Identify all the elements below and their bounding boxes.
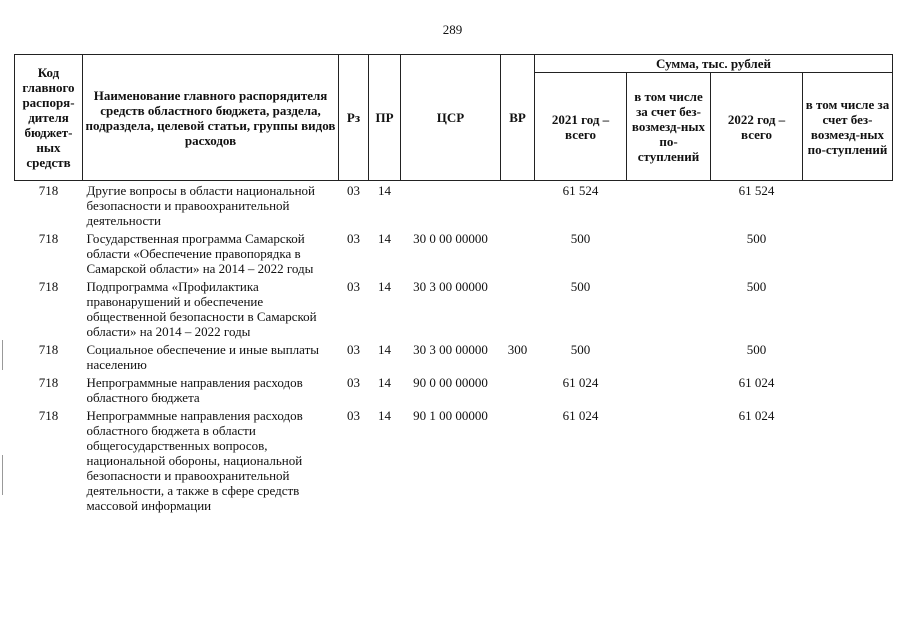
cell-vr [501, 375, 535, 408]
header-name: Наименование главного распорядителя средств областного бюджета, раздела, подраздела, целевой статьи, группы видов расходов [83, 55, 339, 181]
cell-name: Непрограммные направления расходов областного бюджета [86, 375, 303, 405]
cell-pr: 14 [378, 231, 391, 246]
header-2022-free: в том числе за счет без-возмезд-ных по-ступлений [803, 73, 893, 181]
cell-code: 718 [38, 279, 59, 294]
header-code: Код главного распоря-дителя бюджет-ных средств [15, 55, 83, 181]
cell-2022-free [803, 375, 893, 408]
table-row [15, 231, 893, 279]
table-row [15, 279, 893, 342]
cell-code: 718 [38, 342, 59, 357]
header-csr: ЦСР [401, 55, 501, 181]
table-row [15, 375, 893, 408]
cell-vr [501, 231, 535, 279]
table-header [15, 55, 893, 181]
cell-rz: 03 [347, 342, 360, 357]
table-row [15, 181, 893, 232]
cell-pr: 14 [378, 183, 391, 198]
header-rz: Рз [339, 55, 369, 181]
cell-rz: 03 [347, 408, 360, 423]
cell-2022-free [803, 408, 893, 516]
scan-edge-mark [2, 340, 3, 370]
cell-rz: 03 [347, 279, 360, 294]
cell-2021-total: 500 [570, 342, 591, 357]
cell-2021-total: 61 524 [562, 183, 599, 198]
cell-2022-total: 500 [746, 279, 767, 294]
cell-code: 718 [38, 231, 59, 246]
cell-2022-free [803, 279, 893, 342]
header-vr: ВР [501, 55, 535, 181]
cell-csr: 30 3 00 00000 [413, 279, 488, 294]
cell-2022-total: 61 024 [738, 375, 775, 390]
cell-2021-free [627, 375, 711, 408]
cell-2022-total: 500 [746, 342, 767, 357]
cell-name: Государственная программа Самарской области «Обеспечение правопорядка в Самарской области» на 2014 – 2022 годы [86, 231, 314, 276]
cell-csr: 30 3 00 00000 [413, 342, 488, 357]
scan-edge-mark [2, 455, 3, 495]
cell-2021-free [627, 342, 711, 375]
cell-name: Непрограммные направления расходов областного бюджета в области общегосударственных вопросов, национальной обороны, национальной безопасности и правоохранительной деятельности, а также в сфере средств массовой информации [86, 408, 303, 513]
cell-2021-total: 61 024 [562, 408, 599, 423]
cell-2021-free [627, 279, 711, 342]
page-number: 289 [442, 22, 463, 37]
header-2021-total: 2021 год – всего [535, 73, 627, 181]
cell-2021-free [627, 231, 711, 279]
cell-2022-total: 500 [746, 231, 767, 246]
cell-csr: 90 1 00 00000 [413, 408, 488, 423]
cell-name: Социальное обеспечение и иные выплаты населению [86, 342, 320, 372]
cell-2021-total: 500 [570, 231, 591, 246]
cell-vr: 300 [507, 342, 528, 357]
cell-vr [501, 408, 535, 516]
cell-pr: 14 [378, 375, 391, 390]
cell-2021-free [627, 408, 711, 516]
cell-pr: 14 [378, 342, 391, 357]
table-row [15, 342, 893, 375]
header-2022-total: 2022 год – всего [711, 73, 803, 181]
budget-table [14, 54, 893, 516]
cell-name: Другие вопросы в области национальной безопасности и правоохранительной деятельности [86, 183, 315, 228]
cell-2022-free [803, 342, 893, 375]
cell-code: 718 [38, 183, 59, 198]
cell-2022-free [803, 231, 893, 279]
cell-2021-total: 500 [570, 279, 591, 294]
cell-pr: 14 [378, 279, 391, 294]
cell-csr: 30 0 00 00000 [413, 231, 488, 246]
cell-csr: 90 0 00 00000 [413, 375, 488, 390]
cell-csr [401, 181, 501, 232]
cell-code: 718 [38, 408, 59, 423]
header-2021-free: в том числе за счет без-возмезд-ных по-ступлений [627, 73, 711, 181]
cell-pr: 14 [378, 408, 391, 423]
cell-code: 718 [38, 375, 59, 390]
cell-2022-total: 61 024 [738, 408, 775, 423]
cell-2021-total: 61 024 [562, 375, 599, 390]
cell-vr [501, 181, 535, 232]
cell-name: Подпрограмма «Профилактика правонарушений и обеспечение общественной безопасности в Самарской области» на 2014 – 2022 годы [86, 279, 317, 339]
cell-2022-total: 61 524 [738, 183, 775, 198]
table-row [15, 408, 893, 516]
cell-rz: 03 [347, 375, 360, 390]
cell-rz: 03 [347, 183, 360, 198]
header-sum: Сумма, тыс. рублей [535, 55, 893, 73]
table-body [15, 181, 893, 517]
cell-2022-free [803, 181, 893, 232]
cell-2021-free [627, 181, 711, 232]
header-pr: ПР [369, 55, 401, 181]
cell-vr [501, 279, 535, 342]
cell-rz: 03 [347, 231, 360, 246]
